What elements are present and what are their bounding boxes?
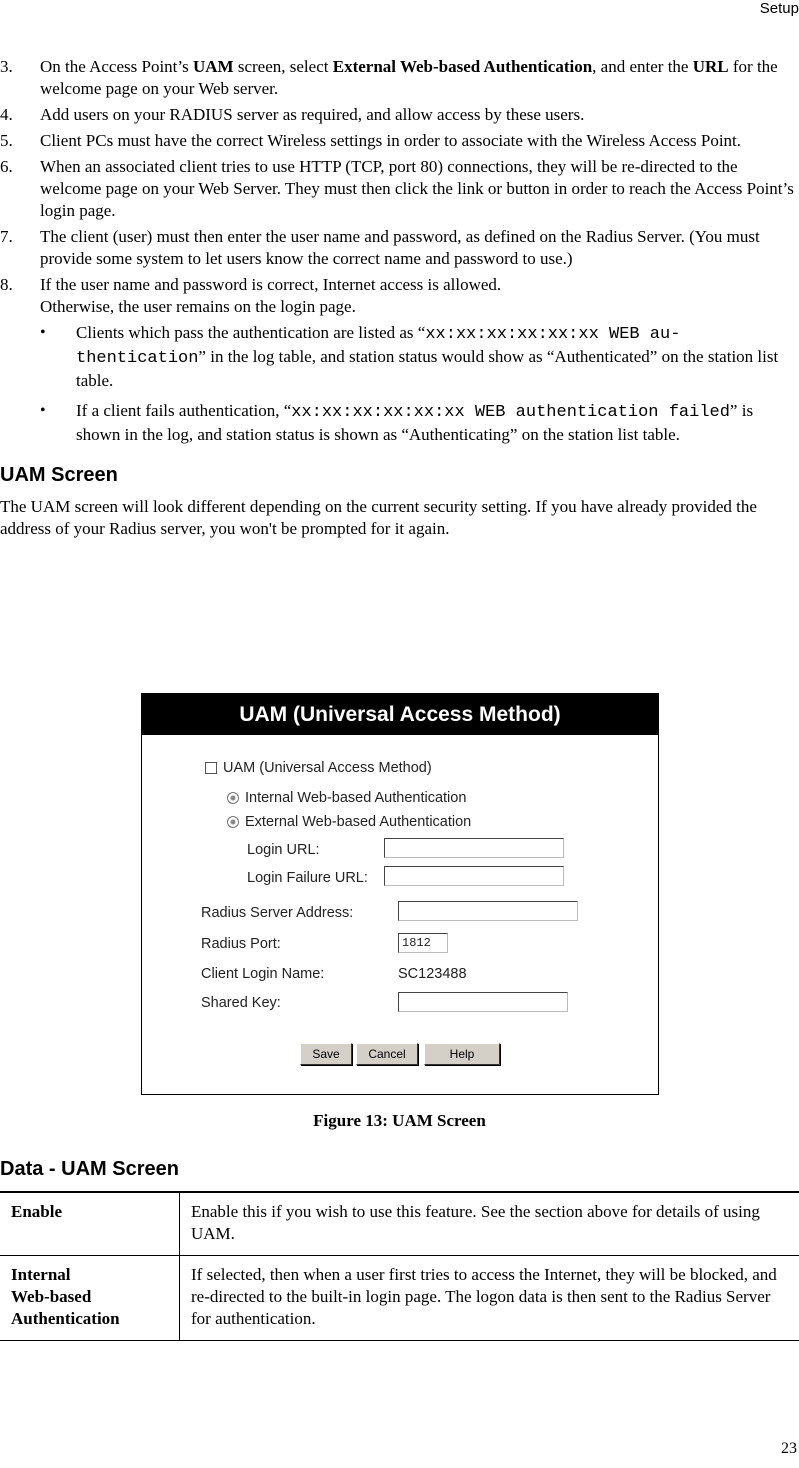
radius-port-input[interactable]: 1812 xyxy=(398,933,448,953)
step-4 xyxy=(0,104,799,126)
text-run: , and enter the xyxy=(592,57,693,76)
cancel-button[interactable]: Cancel xyxy=(356,1043,418,1065)
step-number: 3. xyxy=(0,57,13,76)
bold-term-uam: UAM xyxy=(193,57,234,76)
uam-checkbox[interactable] xyxy=(205,762,217,774)
section-heading: UAM Screen xyxy=(0,464,118,486)
radio-external[interactable] xyxy=(227,816,239,828)
step-text xyxy=(40,274,799,318)
text-run: ” in the log table, and station status would show as “Authenticated” on the station list table. xyxy=(76,347,779,390)
bullet-list xyxy=(40,322,799,446)
radio-internal[interactable] xyxy=(227,792,239,804)
term-line: Authentication xyxy=(11,1309,120,1328)
table-row xyxy=(0,1256,799,1341)
radio-external-row[interactable] xyxy=(227,814,471,830)
text-run: ” is shown in the log, and station status is shown as “Authenticating” on the station list table. xyxy=(76,401,754,444)
step-number: 7. xyxy=(0,227,13,246)
client-login-label: Client Login Name: xyxy=(201,966,325,982)
login-url-input[interactable] xyxy=(384,838,564,858)
step-number: 5. xyxy=(0,131,13,150)
step-text: Client PCs must have the correct Wireless settings in order to associate with the Wireless Access Point. xyxy=(40,131,742,150)
table-heading: Data - UAM Screen xyxy=(0,1158,179,1180)
text-run: for the welcome page on your Web server. xyxy=(40,57,778,98)
step-text: Add users on your RADIUS server as required, and allow access by these users. xyxy=(40,105,585,124)
figure-caption: Figure 13: UAM Screen xyxy=(313,1111,486,1130)
step-7 xyxy=(0,226,799,270)
text-run: On the Access Point’s xyxy=(40,57,193,76)
login-failure-url-label: Login Failure URL: xyxy=(247,870,368,886)
text-run: Otherwise, the user remains on the login page. xyxy=(40,297,356,316)
table-description: If selected, then when a user first tries to access the Internet, they will be blocked, and re-directed to the built-in login page. The logon data is then sent to the Radius Server for authentication. xyxy=(180,1256,799,1341)
section-intro: The UAM screen will look different depending on the current security setting. If you have already provided the address of your Radius server, you won't be prompted for it again. xyxy=(0,497,757,538)
table-term: Enable xyxy=(0,1192,180,1256)
body-text xyxy=(0,56,799,540)
step-number: 6. xyxy=(0,157,13,176)
login-url-label: Login URL: xyxy=(247,842,320,858)
help-button[interactable]: Help xyxy=(424,1043,500,1065)
term-line: Web-based xyxy=(11,1287,92,1306)
radius-server-label: Radius Server Address: xyxy=(201,905,354,921)
bullet-icon: • xyxy=(40,402,46,419)
figure-title-bar: UAM (Universal Access Method) xyxy=(142,694,658,735)
step-text: When an associated client tries to use HTTP (TCP, port 80) connections, they will be re-directed to the welcome page on your Web Server. They must then click the link or button in order to reach the Access Point’s login page. xyxy=(40,157,794,220)
term-line: Internal xyxy=(11,1265,71,1284)
radio-external-label: External Web-based Authentication xyxy=(245,814,472,830)
step-text: The client (user) must then enter the user name and password, as defined on the Radius Server. (You must provide some system to let users know the correct name and password to use.) xyxy=(40,227,760,268)
radio-internal-label: Internal Web-based Authentication xyxy=(245,790,467,806)
client-login-value: SC123488 xyxy=(398,966,467,982)
bold-term-external: External Web-based Authentication xyxy=(332,57,593,76)
radius-server-input[interactable] xyxy=(398,901,578,921)
text-run: Clients which pass the authentication are listed as “ xyxy=(76,323,426,342)
running-header: Setup xyxy=(759,0,799,17)
list-item xyxy=(40,322,799,392)
text-run: screen, select xyxy=(233,57,333,76)
uam-checkbox-label: UAM (Universal Access Method) xyxy=(223,760,432,776)
bullet-text xyxy=(76,322,799,392)
step-number: 8. xyxy=(0,275,13,294)
uam-screen-figure xyxy=(141,693,659,1095)
bold-term-url: URL xyxy=(692,57,729,76)
step-6 xyxy=(0,156,799,222)
uam-checkbox-row[interactable] xyxy=(205,760,432,776)
shared-key-label: Shared Key: xyxy=(201,995,281,1011)
code-text: xx:xx:xx:xx:xx:xx WEB authentication failed xyxy=(291,403,730,422)
step-text xyxy=(40,56,799,100)
bullet-text xyxy=(76,400,799,446)
text-run: If the user name and password is correct, Internet access is allowed. xyxy=(40,275,502,294)
page-number: 23 xyxy=(781,1440,797,1457)
code-text: xx:xx:xx:xx:xx:xx WEB au-thentication xyxy=(76,325,681,368)
step-8 xyxy=(0,274,799,318)
radius-port-label: Radius Port: xyxy=(201,936,281,952)
step-3 xyxy=(0,56,799,100)
login-failure-url-input[interactable] xyxy=(384,866,564,886)
list-item xyxy=(40,400,799,446)
text-run: If a client fails authentication, “ xyxy=(76,401,292,420)
table-description: Enable this if you wish to use this feature. See the section above for details of using UAM. xyxy=(180,1192,799,1256)
radio-internal-row[interactable] xyxy=(227,790,466,806)
step-5 xyxy=(0,130,799,152)
bullet-icon: • xyxy=(40,324,46,341)
data-table xyxy=(0,1191,799,1341)
table-row xyxy=(0,1192,799,1256)
table-term xyxy=(0,1256,180,1341)
shared-key-input[interactable] xyxy=(398,992,568,1012)
step-number: 4. xyxy=(0,105,13,124)
save-button[interactable]: Save xyxy=(300,1043,352,1065)
